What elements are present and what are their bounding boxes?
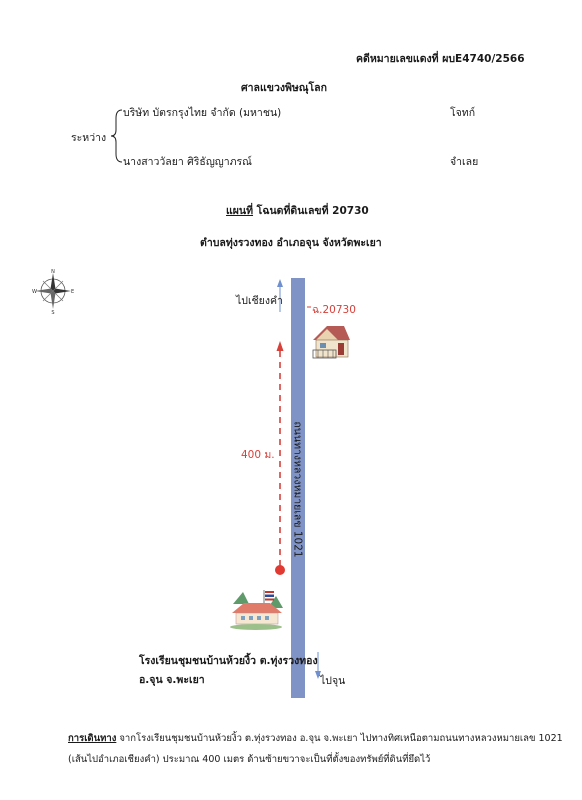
north-arrowhead-icon [277,279,283,287]
school-name-label: โรงเรียนชุมชนบ้านห้วยงิ้ว ต.ทุ่งรวงทอง [139,655,318,667]
route-arrowhead-icon [277,341,284,351]
start-point-marker [275,565,285,575]
map-location: ตำบลทุ่งรวงทอง อำเภอจุน จังหวัดพะเยา [200,237,382,249]
directions-label: การเดินทาง [68,733,117,744]
school-district-label: อ.จุน จ.พะเยา [139,674,205,686]
plaintiff-name: บริษัท บัตรกรุงไทย จำกัด (มหาชน) [123,107,282,119]
school-icon [230,590,283,630]
defendant-role: จำเลย [450,156,479,168]
between-label: ระหว่าง [71,132,107,144]
deed-number-label: ฉ.20730 [312,304,356,316]
court-name: ศาลแขวงพิษณุโลก [241,82,327,94]
road-label: ถนนทางหลวงหมายเลข 1021 [291,421,304,558]
south-destination-label: ไปจุน [320,675,346,687]
plaintiff-role: โจทก์ [450,107,476,119]
compass-e: E [71,289,75,295]
house-icon [313,326,350,358]
map-title-deed: โฉนดที่ดินเลขที่ 20730 [253,205,369,217]
directions-line-1 [68,731,563,746]
defendant-name: นางสาววัลยา ศิริธัญญาภรณ์ [123,156,252,168]
directions-line-2: (เส้นไปอำเภอเชียงคำ) ประมาณ 400 เมตร ด้านซ้ายขวาจะเป็นที่ตั้งของทรัพย์ที่ดินที่ยึดไว้ [68,754,431,765]
map-title-label: แผนที่ [226,205,254,217]
compass-s: S [51,310,55,314]
directions-text-1: จากโรงเรียนชุมชนบ้านห้วยงิ้ว ต.ทุ่งรวงทอง อ.จุน จ.พะเยา ไปทางทิศเหนือตามถนนทางหลวงหมายเลข 1021 [116,733,563,744]
case-number: คดีหมายเลขแดงที่ ผบE4740/2566 [356,53,525,65]
compass-w: W [32,289,37,295]
distance-label: 400 ม. [241,449,275,461]
compass-n: N [51,269,55,275]
north-destination-label: ไปเชียงคำ [236,295,283,307]
